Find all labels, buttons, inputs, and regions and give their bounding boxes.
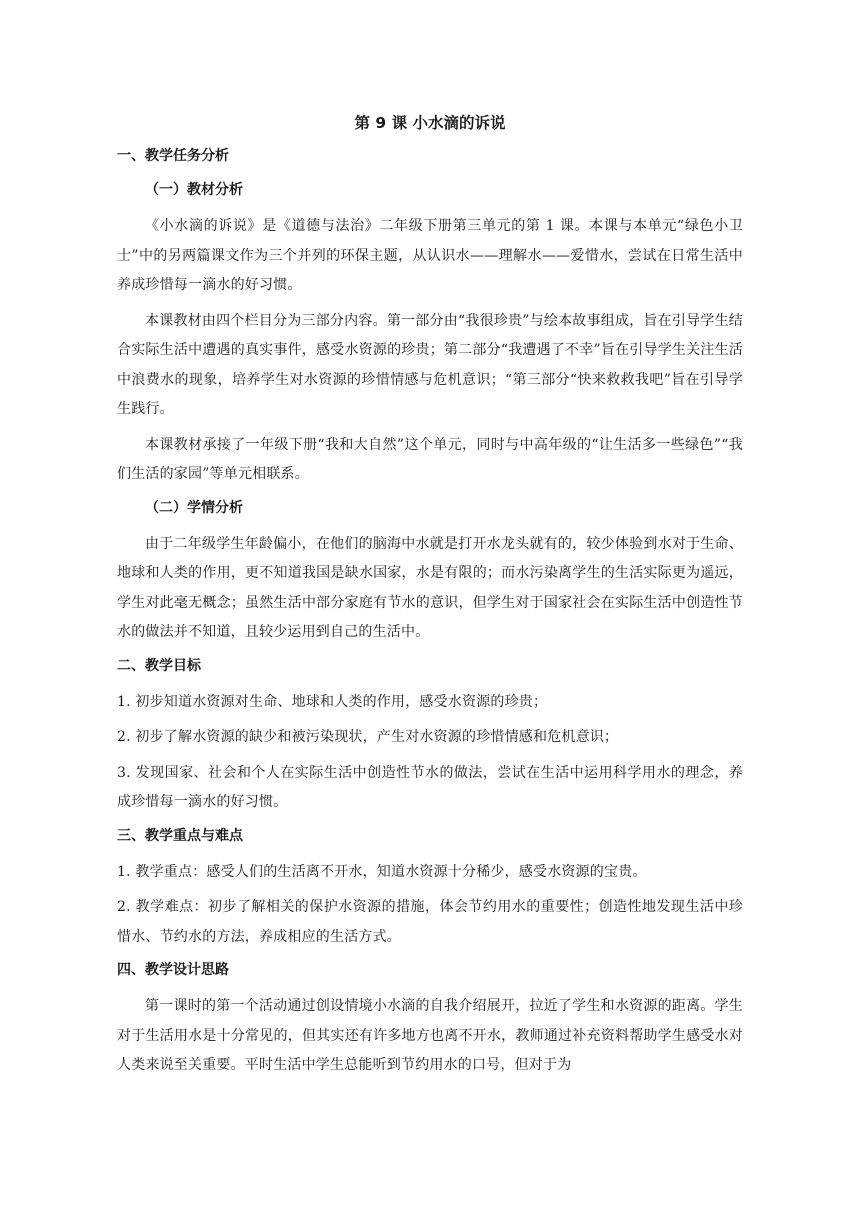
paragraph: 《小水滴的诉说》是《道德与法治》二年级下册第三单元的第 1 课。本课与本单元“绿色小卫士”中的另两篇课文作为三个并列的环保主题，从认识水——理解水——爱惜水，尝试在日常生活中养成珍惜每一滴水的好习惯。 bbox=[117, 218, 743, 293]
subheading-textbook-analysis: （一）教材分析 bbox=[145, 182, 243, 198]
section-heading-teaching-goals: 二、教学目标 bbox=[117, 657, 201, 674]
paragraph: 第一课时的第一个活动通过创设情境小水滴的自我介绍展开，拉近了学生和水资源的距离。学生对于生活用水是十分常见的，但其实还有许多地方也离不开水，教师通过补充资料帮助学生感受水对人类来说至关重要。平时生活中学生总能听到节约用水的口号，但对于为 bbox=[117, 998, 743, 1073]
document-page bbox=[117, 108, 743, 1087]
list-item: 1. 教学重点：感受人们的生活离不开水，知道水资源十分稀少，感受水资源的宝贵。 bbox=[117, 863, 647, 880]
section-heading-design-ideas: 四、教学设计思路 bbox=[117, 962, 229, 978]
paragraph: 由于二年级学生年龄偏小，在他们的脑海中水就是打开水龙头就有的，较少体验到水对于生命、地球和人类的作用，更不知道我国是缺水国家，水是有限的；而水污染离学生的生活实际更为遥远，学生对此毫无概念；虽然生活中部分家庭有节水的意识，但学生对于国家社会在实际生活中创造性节水的做法并不知道，且较少运用到自己的生活中。 bbox=[117, 535, 743, 640]
list-item: 3. 发现国家、社会和个人在实际生活中创造性节水的做法，尝试在生活中运用科学用水的理念，养成珍惜每一滴水的好习惯。 bbox=[117, 764, 743, 810]
paragraph: 本课教材承接了一年级下册“我和大自然”这个单元，同时与中高年级的“让生活多一些绿色”“我们生活的家园”等单元相联系。 bbox=[117, 436, 743, 482]
paragraph: 本课教材由四个栏目分为三部分内容。第一部分由“我很珍贵”与绘本故事组成，旨在引导学生结合实际生活中遭遇的真实事件，感受水资源的珍贵；第二部分“我遭遇了不幸”旨在引导学生关注生活中浪费水的现象，培养学生对水资源的珍惜情感与危机意识；“第三部分“快来救救我吧”旨在引导学生践行。 bbox=[117, 312, 743, 417]
section-heading-key-points: 三、教学重点与难点 bbox=[117, 827, 243, 844]
list-item: 2. 教学难点：初步了解相关的保护水资源的措施，体会节约用水的重要性；创造性地发现生活中珍惜水、节约水的方法，养成相应的生活方式。 bbox=[117, 899, 743, 945]
section-heading-task-analysis: 一、教学任务分析 bbox=[117, 148, 229, 164]
list-item: 1. 初步知道水资源对生命、地球和人类的作用，感受水资源的珍贵； bbox=[117, 693, 548, 710]
subheading-learner-analysis: （二）学情分析 bbox=[145, 499, 243, 516]
page-title: 第 9 课 小水滴的诉说 bbox=[354, 114, 506, 132]
list-item: 2. 初步了解水资源的缺少和被污染现状，产生对水资源的珍惜情感和危机意识； bbox=[117, 729, 619, 745]
